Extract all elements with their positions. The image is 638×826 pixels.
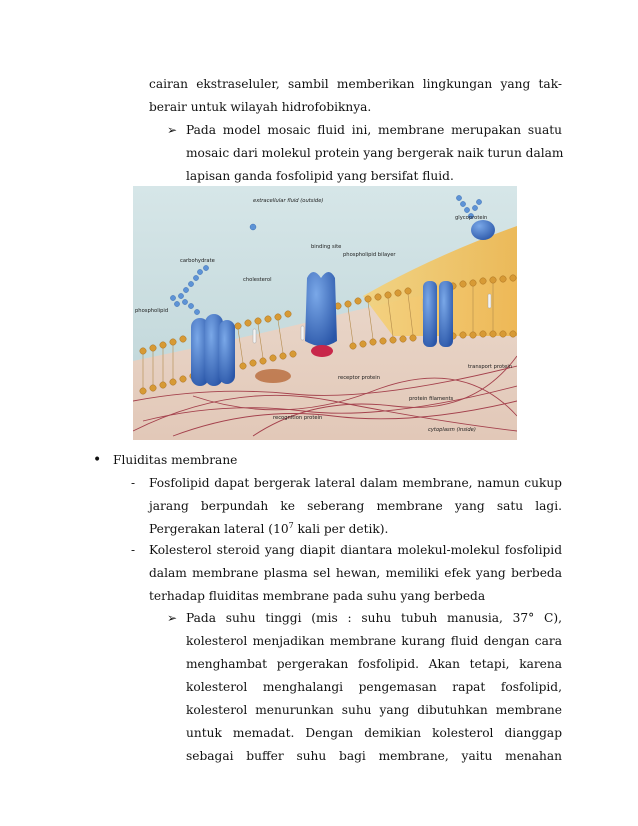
text-line: dalam membrane plasma sel hewan, memiliki efek yang berbeda [149,566,562,580]
label-glycoprotein: glycoprotein [455,215,488,221]
text-line: terhadap fluiditas membrane pada suhu yang berbeda [149,589,486,603]
label-cholesterol: cholesterol [243,277,272,283]
text-line: untuk memadat. Dengan demikian kolesterol dianggap [186,726,562,740]
channel-protein-left [191,314,235,386]
label-carbohydrate: carbohydrate [180,258,215,264]
arrow-bullet-icon: ➢ [167,123,178,137]
dash-bullet-icon: - [131,543,136,557]
high-temperature-paragraph [186,607,562,768]
label-binding-site: binding site [311,244,342,250]
arrow-bullet-icon: ➢ [167,611,178,625]
round-bullet-icon: • [93,452,102,468]
text-line: jarang berpundah ke seberang membrane yang satu lagi. [149,499,562,513]
text-line: kolesterol menurunkan suhu yang dibutuhkan membrane [186,703,562,717]
recognition-protein-red [311,345,333,357]
text-line: sebagai buffer suhu bagi membrane, yaitu menahan [186,749,562,763]
text-line: menghambat pergerakan fosfolipid. Akan tetapi, karena [186,657,562,671]
section-heading [113,449,413,472]
label-transport-protein: transport protein [468,364,513,370]
receptor-protein [305,272,337,346]
label-phospholipid: phospholipid [135,308,169,314]
mosaic-fluid-paragraph [186,119,562,188]
dash-bullet-icon: - [131,476,136,490]
text-line: Pada suhu tinggi (mis : suhu tubuh manusia, 37° C), [186,611,562,625]
text-line [149,518,562,541]
text-fragment: kali per detik). [293,522,389,536]
text-line: berair untuk wilayah hidrofobiknya. [149,100,372,114]
paragraph-continuation [149,73,562,119]
text-line: Pada model mosaic fluid ini, membrane merupakan suatu [186,123,562,137]
glycoprotein-head [471,220,495,240]
text-line: Kolesterol steroid yang diapit diantara molekul-molekul fosfolipid [149,543,562,557]
cholesterol-paragraph [149,539,562,608]
label-phospholipid-bilayer: phospholipid bilayer [343,252,396,258]
exponent: 7 [288,520,294,530]
label-cytoplasm: cytoplasm (inside) [428,427,476,433]
text-line: kolesterol menjadikan membrane kurang fluid dengan cara [186,634,562,648]
label-extracellular: extracellular fluid (outside) [253,198,324,204]
text-line: kolesterol menghalangi pengemasan rapat fosfolipid, [186,680,562,694]
label-recognition-protein: recognition protein [273,415,323,421]
text-fragment: Pergerakan lateral (10 [149,522,289,536]
label-protein-filaments: protein filaments [409,396,454,402]
label-receptor-protein: receptor protein [338,375,380,381]
lateral-movement-paragraph [149,472,562,541]
text-line: cairan ekstraseluler, sambil memberikan lingkungan yang tak- [149,77,562,91]
membrane-diagram [133,186,517,440]
peripheral-protein [255,369,291,383]
membrane-illustration [133,186,517,440]
text-line: Fluiditas membrane [113,453,238,467]
text-line: Fosfolipid dapat bergerak lateral dalam membrane, namun cukup [149,476,562,490]
text-line: lapisan ganda fosfolipid yang bersifat fluid. [186,169,454,183]
text-line: mosaic dari molekul protein yang bergerak naik turun dalam [186,146,564,160]
